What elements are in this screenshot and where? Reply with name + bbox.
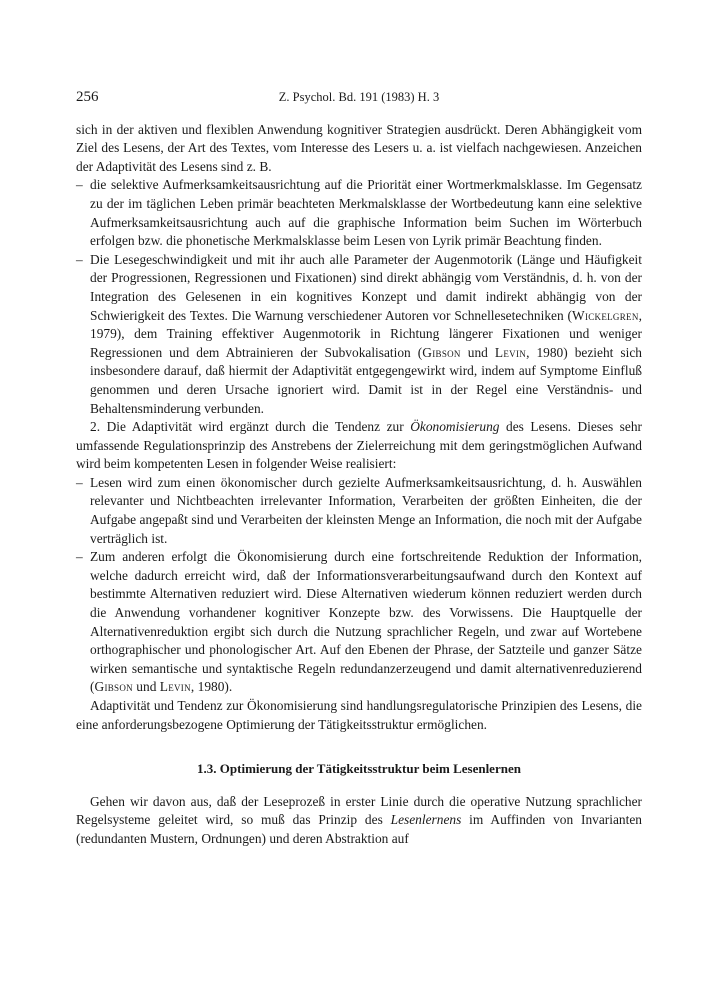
paragraph-adaptivity-intro: sich in der aktiven und flexiblen Anwendung kognitiver Strategien ausdrückt. Deren Abhängigkeit vom Ziel des Lesens, der Art des Textes, vom Interesse des Lesers u. a. ist vielfach nachgewiesen. Anzeichen der Adaptivität des Lesens sind z. B. (76, 121, 642, 174)
emphasis-term: Lesenlernens (390, 812, 462, 828)
section-heading: 1.3. Optimierung der Tätigkeitsstruktur beim Lesenlernen (197, 761, 521, 777)
citation-author: Levin (159, 679, 191, 695)
running-head: Z. Psychol. Bd. 191 (1983) H. 3 (278, 90, 440, 104)
paragraph-text: Gehen wir davon aus, daß der Leseprozeß in erster Linie durch die operative Nutzung sprachlicher Regelsysteme geleitet wird, so muß das Prinzip des (76, 793, 642, 828)
list-item-selective-attention (76, 176, 642, 250)
list-item-information-reduction (76, 548, 642, 697)
paragraph-text: 2. Die Adaptivität wird ergänzt durch die Tendenz zur (90, 419, 411, 435)
list-dash: – (76, 549, 83, 565)
list-dash: – (76, 251, 83, 267)
citation-author: Gibson (94, 679, 133, 695)
page-number: 256 (76, 89, 99, 105)
list-item-text: Lesen wird zum einen ökonomischer durch gezielte Aufmerksamkeitsausrichtung, d. h. Auswählen relevanter und Nichtbeachten irrelevanter Information, Verarbeiten der größten Einheiten, die der Aufgabe angepaßt sind und Verarbeiten der kleinsten Menge an Information, die noch mit der Aufgabe verträglich ist. (90, 474, 642, 546)
list-item-text: Zum anderen erfolgt die Ökonomisierung durch eine fortschreitende Reduktion der Information, welche dadurch erreicht wird, daß der Informationsverarbeitungsaufwand durch den Kontext auf bestimmte Alternativen reduziert wird. Diese Alternativen wiederum können reduziert werden durch die Anwendung vorhandener kognitiver Konzepte bzw. des Vorwissens. Die Hauptquelle der Alternativenreduktion ergibt sich durch die Nutzung sprachlicher Regeln, und zwar auf Wortebene orthographischer und phonologischer Art. Auf den Ebenen der Phrase, der Satzteile und ganzer Sätze wirken semantische und syntaktische Regeln redundanzerzeugend und damit alternativenreduzierend ( (90, 549, 642, 695)
citation-author: Gibson (422, 344, 461, 360)
list-dash: – (76, 177, 83, 193)
citation-author: Levin (494, 344, 527, 360)
list-item-targeted-attention (76, 474, 642, 548)
list-dash: – (76, 474, 83, 490)
list-item-reading-speed (76, 251, 642, 418)
paragraph-text: des Lesens. Dieses sehr umfassende Regulationsprinzip des Anstrebens der Zielerreichung mit dem geringstmöglichen Aufwand wird beim kompetenten Lesen in folgender Weise realisiert: (76, 419, 642, 472)
paragraph-summary: Adaptivität und Tendenz zur Ökonomisierung sind handlungsregulatorische Prinzipien des Lesens, die eine anforderungsbezogene Optimierung der Tätigkeitsstruktur ermöglichen. (76, 698, 642, 732)
list-item-text: , 1979), dem Training effektiver Augenmotorik in Richtung längerer Fixationen und weniger Regressionen und dem Abtrainieren der Subvokalisation ( (90, 307, 642, 360)
list-item-text: , 1980). (190, 679, 233, 695)
list-item-text: und (460, 344, 495, 360)
paragraph-learning (76, 793, 642, 849)
document-page (76, 88, 642, 849)
emphasis-term: Ökonomisierung (410, 419, 500, 435)
list-item-text: Die Lesegeschwindigkeit und mit ihr auch alle Parameter der Augenmotorik (Länge und Häufigkeit der Progressionen, Regressionen und Fixationen) sind direkt abhängig vom Verständnis, d. h. von der Integration des Gelesenen in ein kognitives Konzept und damit indirekt abhängig von der Schwierigkeit des Textes. Die Warnung verschiedener Autoren vor Schnellesetechniken ( (90, 251, 642, 323)
page-header (76, 88, 642, 107)
list-item-text: , 1980) bezieht sich insbesondere darauf, daß hiermit der Adaptivität entgegengewirkt wird, indem auf Symptome Einfluß genommen und deren Ursache ignoriert wird. Damit ist in der Regel eine Verständnis- und Behaltensminderung verbunden. (90, 344, 642, 416)
citation-author: Wickelgren (572, 307, 639, 323)
paragraph-text: im Auffinden von Invarianten (redundanten Mustern, Ordnungen) und deren Abstraktion auf (76, 812, 642, 846)
paragraph-economization (76, 418, 642, 474)
list-item-text: die selektive Aufmerksamkeitsausrichtung auf die Priorität einer Wortmerkmalsklasse. Im Gegensatz zu der im täglichen Leben primär beachteten Merkmalsklasse der Wortbedeutung kann eine selektive Aufmerksamkeitsausrichtung auch auf die graphische Information beim Suchen im Wörterbuch erfolgen bzw. die phonetische Merkmalsklasse beim Lesen von Lyrik primär Beachtung finden. (90, 177, 642, 249)
list-item-text: und (132, 679, 160, 695)
